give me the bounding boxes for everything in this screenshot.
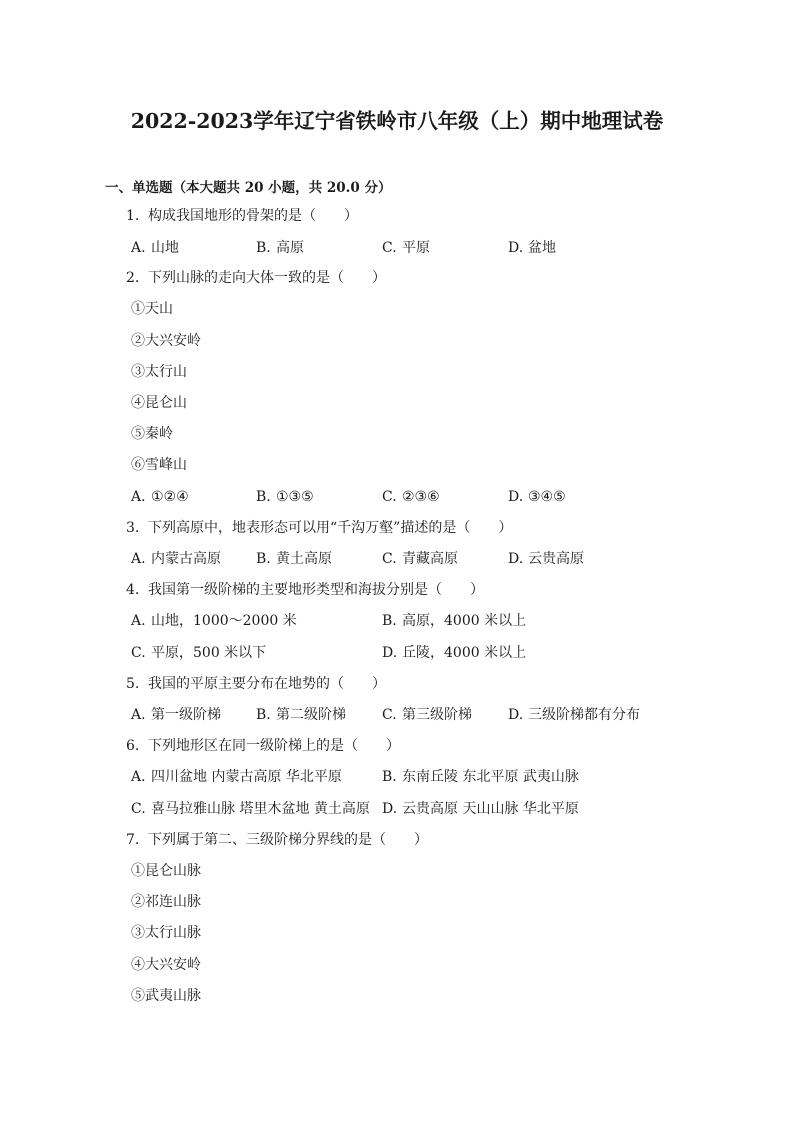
option-text: 平原 <box>402 240 430 256</box>
question-3-stem <box>126 518 512 538</box>
q5-option-d <box>508 705 640 725</box>
option-text: 喜马拉雅山脉 塔里木盆地 黄土高原 <box>151 801 370 817</box>
option-letter: C. <box>131 801 146 817</box>
q3-option-b <box>256 549 332 569</box>
question-5-stem <box>126 674 386 694</box>
q2-item: ①天山 <box>131 301 173 317</box>
q5-option-a <box>131 705 221 725</box>
question-text: 下列山脉的走向大体一致的是（ ） <box>148 270 386 286</box>
option-text: 盆地 <box>528 240 556 256</box>
option-letter: C. <box>382 489 397 505</box>
q3-option-c <box>382 549 458 569</box>
option-text: 黄土高原 <box>276 551 332 567</box>
option-text: 内蒙古高原 <box>151 551 221 567</box>
q7-item: ④大兴安岭 <box>131 957 201 973</box>
section-heading: 一、单选题（本大题共 20 小题，共 20.0 分） <box>105 180 392 196</box>
option-letter: C. <box>382 551 397 567</box>
q2-item: ②大兴安岭 <box>131 333 201 349</box>
option-letter: D. <box>508 489 524 505</box>
q2-option-d <box>508 487 566 507</box>
question-text: 构成我国地形的骨架的是（ ） <box>148 208 358 224</box>
question-number: 2. <box>126 270 140 286</box>
option-text: 山地 <box>151 240 179 256</box>
q2-option-b <box>256 487 314 507</box>
q2-option-a <box>131 487 189 507</box>
option-text: 云贵高原 <box>528 551 584 567</box>
q2-item: ⑥雪峰山 <box>131 457 187 473</box>
option-text: 三级阶梯都有分布 <box>528 707 640 723</box>
option-letter: B. <box>382 769 397 785</box>
q7-item: ③太行山脉 <box>131 925 201 941</box>
q4-option-c <box>131 643 266 663</box>
q6-option-a <box>131 767 342 787</box>
q2-item: ③太行山 <box>131 364 187 380</box>
option-text: ②③⑥ <box>402 489 440 505</box>
q3-option-a <box>131 549 221 569</box>
page-title: 2022-2023学年辽宁省铁岭市八年级（上）期中地理试卷 <box>130 109 664 133</box>
q4-option-a <box>131 611 297 631</box>
q1-option-c <box>382 238 430 258</box>
q2-option-c <box>382 487 440 507</box>
option-letter: B. <box>256 707 271 723</box>
option-letter: B. <box>256 489 271 505</box>
option-text: 丘陵，4000 米以上 <box>402 645 527 661</box>
option-text: 山地，1000～2000 米 <box>151 613 297 629</box>
option-letter: C. <box>382 707 397 723</box>
q6-option-c <box>131 799 370 819</box>
q2-item: ⑤秦岭 <box>131 426 173 442</box>
q6-option-d <box>382 799 579 819</box>
question-number: 4. <box>126 582 140 598</box>
option-letter: C. <box>131 645 146 661</box>
option-text: 平原，500 米以下 <box>151 645 267 661</box>
q7-item: ⑤武夷山脉 <box>131 988 201 1004</box>
option-letter: D. <box>382 801 398 817</box>
option-text: 高原，4000 米以上 <box>402 613 527 629</box>
option-letter: B. <box>382 613 397 629</box>
option-text: 第二级阶梯 <box>276 707 346 723</box>
option-letter: D. <box>508 551 524 567</box>
option-letter: A. <box>131 707 146 723</box>
option-text: 青藏高原 <box>402 551 458 567</box>
question-6-stem <box>126 736 400 756</box>
option-letter: B. <box>256 551 271 567</box>
option-text: ③④⑤ <box>528 489 566 505</box>
question-number: 3. <box>126 520 140 536</box>
question-2-stem <box>126 268 386 288</box>
option-letter: C. <box>382 240 397 256</box>
question-number: 7. <box>126 832 140 848</box>
option-text: ①②④ <box>151 489 189 505</box>
q2-item: ④昆仑山 <box>131 395 187 411</box>
q1-option-d <box>508 238 556 258</box>
option-letter: B. <box>256 240 271 256</box>
q4-option-b <box>382 611 526 631</box>
option-text: 第三级阶梯 <box>402 707 472 723</box>
question-number: 1. <box>126 208 140 224</box>
option-letter: A. <box>131 240 146 256</box>
question-1-stem <box>126 206 358 226</box>
option-letter: A. <box>131 489 146 505</box>
question-text: 下列属于第二、三级阶梯分界线的是（ ） <box>148 832 428 848</box>
option-letter: D. <box>508 707 524 723</box>
option-text: 云贵高原 天山山脉 华北平原 <box>402 801 579 817</box>
question-number: 5. <box>126 676 140 692</box>
option-letter: A. <box>131 613 146 629</box>
option-letter: D. <box>382 645 398 661</box>
q3-option-d <box>508 549 584 569</box>
option-text: 四川盆地 内蒙古高原 华北平原 <box>151 769 342 785</box>
option-letter: A. <box>131 769 146 785</box>
option-letter: A. <box>131 551 146 567</box>
question-text: 我国的平原主要分布在地势的（ ） <box>148 676 386 692</box>
question-7-stem <box>126 830 428 850</box>
question-number: 6. <box>126 738 140 754</box>
q7-item: ①昆仑山脉 <box>131 863 201 879</box>
q1-option-a <box>131 238 179 258</box>
q6-option-b <box>382 767 579 787</box>
option-letter: D. <box>508 240 524 256</box>
q7-item: ②祁连山脉 <box>131 894 201 910</box>
question-text: 我国第一级阶梯的主要地形类型和海拔分别是（ ） <box>148 582 484 598</box>
option-text: 东南丘陵 东北平原 武夷山脉 <box>402 769 579 785</box>
option-text: 高原 <box>276 240 304 256</box>
question-4-stem <box>126 580 484 600</box>
q4-option-d <box>382 643 526 663</box>
question-text: 下列高原中，地表形态可以用“千沟万壑”描述的是（ ） <box>148 520 513 536</box>
q5-option-b <box>256 705 346 725</box>
option-text: ①③⑤ <box>276 489 314 505</box>
option-text: 第一级阶梯 <box>151 707 221 723</box>
q1-option-b <box>256 238 304 258</box>
q5-option-c <box>382 705 472 725</box>
question-text: 下列地形区在同一级阶梯上的是（ ） <box>148 738 400 754</box>
